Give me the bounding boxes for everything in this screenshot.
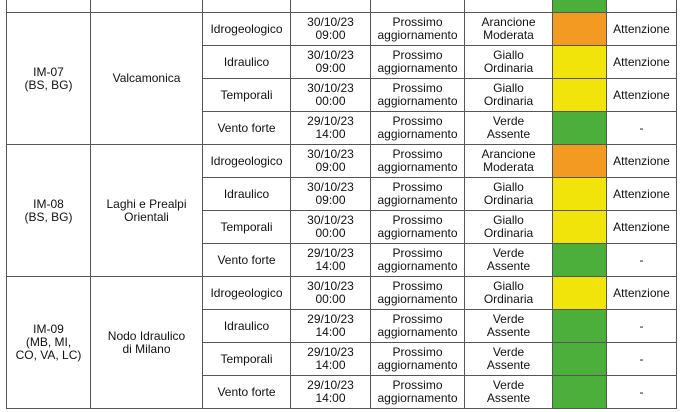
- update-note: Prossimo aggiornamento: [371, 277, 465, 310]
- update-note: Prossimo aggiornamento: [371, 310, 465, 343]
- alert-level: Verde Assente: [465, 112, 553, 145]
- alert-message: -: [607, 310, 677, 343]
- alert-level: Giallo Ordinaria: [465, 79, 553, 112]
- table-row: [7, 145, 677, 178]
- alert-message: Attenzione: [607, 211, 677, 244]
- risk-type: Idrogeologico: [203, 277, 291, 310]
- risk-type: Vento forte: [203, 244, 291, 277]
- issue-datetime: 30/10/23 00:00: [291, 79, 371, 112]
- alert-level: Giallo Ordinaria: [465, 46, 553, 79]
- alert-message: -: [607, 376, 677, 409]
- update-note: Prossimo aggiornamento: [371, 79, 465, 112]
- zone-code: IM-09 (MB, MI, CO, VA, LC): [7, 277, 91, 409]
- issue-datetime: 29/10/23 14:00: [291, 112, 371, 145]
- alert-message: Attenzione: [607, 178, 677, 211]
- update-note: Prossimo aggiornamento: [371, 145, 465, 178]
- alert-color-swatch: [553, 211, 607, 244]
- update-note: [371, 0, 465, 13]
- update-note: Prossimo aggiornamento: [371, 13, 465, 46]
- alert-message: [607, 0, 677, 13]
- issue-datetime: 30/10/23 09:00: [291, 46, 371, 79]
- update-note: Prossimo aggiornamento: [371, 343, 465, 376]
- alert-color-swatch: [553, 0, 607, 13]
- alert-color-swatch: [553, 79, 607, 112]
- alert-color-swatch: [553, 112, 607, 145]
- alert-message: Attenzione: [607, 277, 677, 310]
- issue-datetime: [291, 0, 371, 13]
- alert-level: Verde Assente: [465, 376, 553, 409]
- update-note: Prossimo aggiornamento: [371, 46, 465, 79]
- zone-area: Nodo Idraulico di Milano: [91, 277, 203, 409]
- alert-message: -: [607, 244, 677, 277]
- table-row: [7, 13, 677, 46]
- risk-type: [203, 0, 291, 13]
- risk-type: Vento forte: [203, 112, 291, 145]
- alert-level: Giallo Ordinaria: [465, 178, 553, 211]
- alert-message: -: [607, 112, 677, 145]
- zone-code: [7, 0, 91, 13]
- alert-color-swatch: [553, 376, 607, 409]
- update-note: Prossimo aggiornamento: [371, 376, 465, 409]
- alert-color-swatch: [553, 13, 607, 46]
- risk-type: Vento forte: [203, 376, 291, 409]
- alert-color-swatch: [553, 244, 607, 277]
- table-row: [7, 277, 677, 310]
- issue-datetime: 30/10/23 09:00: [291, 145, 371, 178]
- zone-area: [91, 0, 203, 13]
- zone-code: IM-08 (BS, BG): [7, 145, 91, 277]
- alert-message: Attenzione: [607, 145, 677, 178]
- issue-datetime: 29/10/23 14:00: [291, 343, 371, 376]
- alert-level: Arancione Moderata: [465, 13, 553, 46]
- risk-type: Idraulico: [203, 310, 291, 343]
- update-note: Prossimo aggiornamento: [371, 178, 465, 211]
- risk-type: Idraulico: [203, 178, 291, 211]
- issue-datetime: 30/10/23 00:00: [291, 211, 371, 244]
- alert-table-body: [7, 0, 677, 409]
- alert-table: [6, 0, 677, 409]
- issue-datetime: 30/10/23 09:00: [291, 13, 371, 46]
- zone-area: Laghi e Prealpi Orientali: [91, 145, 203, 277]
- alert-level: Arancione Moderata: [465, 145, 553, 178]
- alert-color-swatch: [553, 178, 607, 211]
- issue-datetime: 29/10/23 14:00: [291, 376, 371, 409]
- alert-message: Attenzione: [607, 46, 677, 79]
- alert-message: Attenzione: [607, 13, 677, 46]
- update-note: Prossimo aggiornamento: [371, 244, 465, 277]
- alert-color-swatch: [553, 343, 607, 376]
- zone-code: IM-07 (BS, BG): [7, 13, 91, 145]
- alert-message: Attenzione: [607, 79, 677, 112]
- risk-type: Idrogeologico: [203, 13, 291, 46]
- zone-area: Valcamonica: [91, 13, 203, 145]
- issue-datetime: 29/10/23 14:00: [291, 244, 371, 277]
- risk-type: Idrogeologico: [203, 145, 291, 178]
- alert-color-swatch: [553, 46, 607, 79]
- issue-datetime: 30/10/23 09:00: [291, 178, 371, 211]
- risk-type: Temporali: [203, 343, 291, 376]
- alert-level: Giallo Ordinaria: [465, 277, 553, 310]
- alert-color-swatch: [553, 277, 607, 310]
- issue-datetime: 30/10/23 00:00: [291, 277, 371, 310]
- update-note: Prossimo aggiornamento: [371, 112, 465, 145]
- alert-level: Giallo Ordinaria: [465, 211, 553, 244]
- risk-type: Temporali: [203, 79, 291, 112]
- risk-type: Idraulico: [203, 46, 291, 79]
- update-note: Prossimo aggiornamento: [371, 211, 465, 244]
- alert-color-swatch: [553, 310, 607, 343]
- alert-level: Verde Assente: [465, 343, 553, 376]
- alert-level: Verde Assente: [465, 310, 553, 343]
- issue-datetime: 29/10/23 14:00: [291, 310, 371, 343]
- alert-color-swatch: [553, 145, 607, 178]
- alert-level: Verde Assente: [465, 244, 553, 277]
- risk-type: Temporali: [203, 211, 291, 244]
- alert-message: -: [607, 343, 677, 376]
- alert-level: [465, 0, 553, 13]
- table-row: [7, 0, 677, 13]
